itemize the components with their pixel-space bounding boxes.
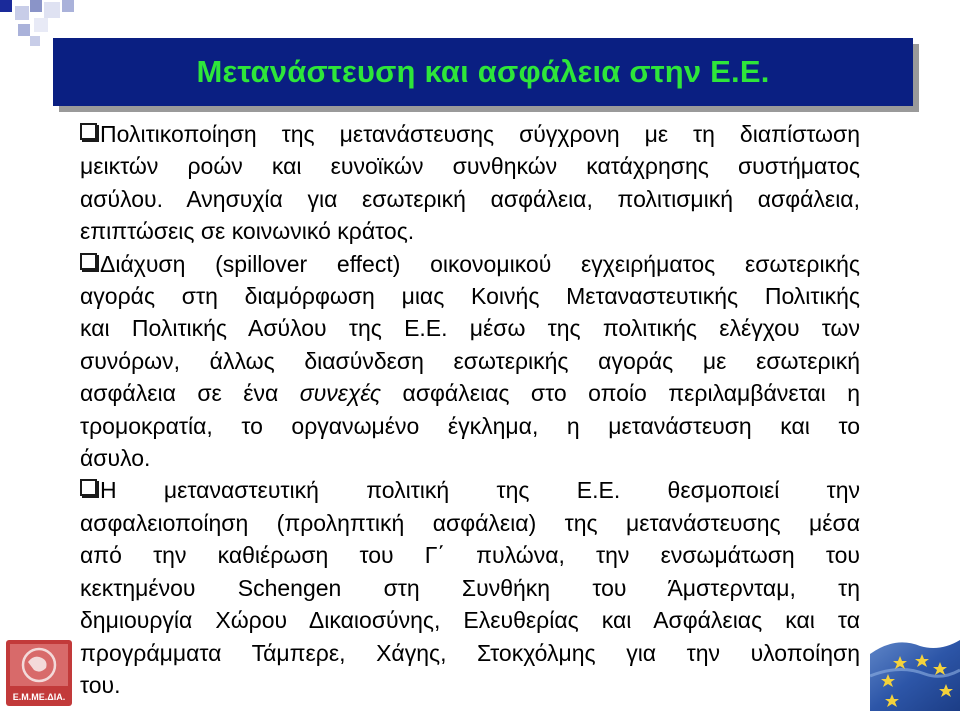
bullet-3-line-7: του. bbox=[80, 671, 121, 698]
bullet-2-line-2: αγοράς στη διαμόρφωση μιας Κοινής Μεταναστευτικής Πολιτικής bbox=[80, 283, 860, 310]
bullet-3-line-5: δημιουργία Χώρου Δικαιοσύνης, Ελευθερίας και Ασφάλειας και τα bbox=[80, 607, 860, 634]
bullet-3-line-1: Η μεταναστευτική πολιτική της Ε.Ε. θεσμοποιεί την bbox=[100, 477, 860, 504]
bullet-1 bbox=[80, 118, 860, 248]
bullet-1-line-2: μεικτών ροών και ευνοϊκών συνθηκών κατάχρησης συστήματος bbox=[80, 153, 860, 180]
bullet-3-line-2: ασφαλειοποίηση (προληπτική ασφάλεια) της μετανάστευσης μέσα bbox=[80, 509, 860, 536]
eu-flag-icon bbox=[870, 636, 960, 711]
italic-term: συνεχές bbox=[299, 380, 382, 407]
bullet-3-line-4: κεκτημένου Schengen στη Συνθήκη του Άμστερνταμ, τη bbox=[80, 574, 860, 601]
slide-content bbox=[80, 118, 860, 701]
slide-title: Μετανάστευση και ασφάλεια στην Ε.Ε. bbox=[196, 54, 770, 89]
checkbox-bullet-icon bbox=[80, 479, 97, 496]
title-bar bbox=[53, 38, 913, 106]
bullet-3-line-6: προγράμματα Τάμπερε, Χάγης, Στοκχόλμης για την υλοποίηση bbox=[80, 639, 860, 666]
bullet-2-line-5: ασφάλεια σε ένα συνεχές ασφάλειας στο οποίο περιλαμβάνεται η bbox=[80, 380, 860, 407]
emmedia-logo bbox=[6, 640, 72, 706]
bullet-1-line-3: ασύλου. Ανησυχία για εσωτερική ασφάλεια, πολιτισμική ασφάλεια, bbox=[80, 185, 860, 212]
bullet-3 bbox=[80, 474, 860, 701]
bullet-2-line-3: και Πολιτικής Ασύλου της Ε.Ε. μέσω της πολιτικής ελέγχου των bbox=[80, 315, 860, 342]
checkbox-bullet-icon bbox=[80, 253, 97, 270]
bullet-2-line-4: συνόρων, άλλως διασύνδεση εσωτερικής αγοράς με εσωτερική bbox=[80, 347, 860, 374]
bullet-2 bbox=[80, 248, 860, 475]
bullet-2-line-7: άσυλο. bbox=[80, 445, 151, 472]
bullet-3-line-3: από την καθιέρωση του Γ΄ πυλώνα, την ενσωμάτωση του bbox=[80, 542, 860, 569]
logo-text: Ε.Μ.ΜΕ.ΔΙΑ. bbox=[12, 692, 66, 702]
checkbox-bullet-icon bbox=[80, 123, 97, 140]
bullet-1-line-1: Πολιτικοποίηση της μετανάστευσης σύγχρονη με τη διαπίστωση bbox=[100, 121, 860, 147]
bullet-2-line-1: Διάχυση (spillover effect) οικονομικού εγχειρήματος εσωτερικής bbox=[100, 250, 860, 277]
bullet-1-line-4: επιπτώσεις σε κοινωνικό κράτος. bbox=[80, 218, 415, 245]
bullet-2-line-6: τρομοκρατία, το οργανωμένο έγκλημα, η μετανάστευση και το bbox=[80, 412, 860, 439]
